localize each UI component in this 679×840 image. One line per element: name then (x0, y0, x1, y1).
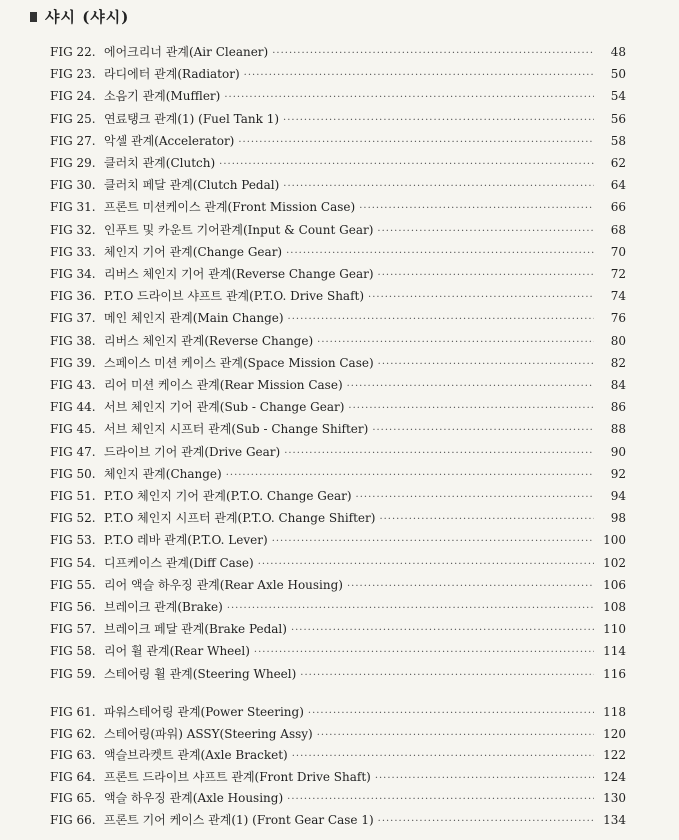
toc-entry-title: 클러치 관계(Clutch) (104, 156, 216, 170)
toc-entry-leader-dots (317, 726, 594, 746)
toc-entry-page-number: 58 (610, 133, 626, 148)
toc-entry[interactable] (50, 486, 626, 506)
toc-entry-leader-dots (224, 88, 594, 108)
toc-entry-title: 프론트 드라이브 샤프트 관계(Front Drive Shaft) (104, 769, 371, 784)
toc-entry-page-number: 86 (610, 400, 626, 415)
toc-entry-page-number: 118 (603, 705, 626, 719)
toc-entry-title: 스테어링(파워) ASSY(Steering Assy) (104, 726, 313, 741)
toc-entry[interactable] (50, 197, 626, 217)
toc-entry[interactable] (50, 242, 626, 262)
toc-entry-leader-dots (227, 599, 594, 619)
section-header (30, 6, 129, 27)
toc-entry[interactable] (50, 286, 626, 306)
toc-entry-title: 연료탱크 관계(1) (Fuel Tank 1) (104, 111, 280, 126)
toc-entry[interactable] (50, 175, 626, 195)
toc-entry-page-number: 90 (610, 444, 626, 459)
toc-entry-title: 브레이크 관계(Brake) (104, 600, 223, 614)
toc-entry[interactable] (50, 745, 626, 765)
toc-entry-page-number: 116 (603, 666, 626, 681)
toc-entry-fig-number: FIG 23. (50, 67, 96, 82)
toc-entry-page-number: 48 (610, 45, 626, 59)
toc-entry-page-number: 54 (610, 89, 626, 104)
toc-entry[interactable] (50, 664, 626, 684)
toc-entry-fig-number: FIG 37. (50, 311, 96, 326)
toc-entry-leader-dots (283, 177, 594, 197)
toc-entry-page-number: 98 (610, 511, 626, 526)
toc-entry[interactable] (50, 724, 626, 744)
toc-entry-leader-dots (219, 155, 594, 175)
toc-entry-fig-number: FIG 53. (50, 533, 96, 548)
toc-entry-title: 서브 체인지 시프터 관계(Sub - Change Shifter) (104, 422, 369, 437)
toc-entry-page-number: 88 (610, 422, 626, 437)
toc-entry-page-number: 82 (610, 355, 626, 370)
toc-entry-title: 브레이크 페달 관계(Brake Pedal) (104, 622, 287, 637)
toc-entry-title: 메인 체인지 관계(Main Change) (104, 311, 284, 326)
toc-entry-leader-dots (347, 377, 594, 397)
toc-entry-fig-number: FIG 31. (50, 200, 96, 215)
toc-entry-fig-number: FIG 66. (50, 813, 96, 827)
toc-entry[interactable] (50, 641, 626, 661)
toc-entry-leader-dots (272, 532, 594, 552)
toc-entry-leader-dots (377, 222, 594, 242)
toc-entry-title: 리어 액슬 하우징 관계(Rear Axle Housing) (104, 577, 343, 592)
toc-entry-page-number: 106 (603, 577, 626, 592)
toc-entry-page-number: 102 (603, 555, 626, 570)
toc-entry-leader-dots (356, 488, 594, 508)
toc-entry-page-number: 56 (610, 111, 626, 126)
toc-entry-leader-dots (283, 111, 594, 131)
toc-entry-leader-dots (347, 577, 594, 597)
toc-entry-page-number: 100 (603, 533, 626, 548)
toc-entry-fig-number: FIG 51. (50, 489, 96, 503)
toc-entry-title: P.T.O 드라이브 샤프트 관계(P.T.O. Drive Shaft) (104, 289, 365, 304)
toc-entry[interactable] (50, 397, 626, 417)
toc-entry-page-number: 70 (610, 244, 626, 259)
toc-entry-page-number: 94 (610, 489, 626, 503)
toc-entry-leader-dots (291, 621, 594, 641)
toc-entry[interactable] (50, 86, 626, 106)
toc-entry-title: P.T.O 레바 관계(P.T.O. Lever) (104, 533, 268, 548)
toc-entry-fig-number: FIG 64. (50, 769, 96, 784)
toc-entry[interactable] (50, 419, 626, 439)
toc-entry[interactable] (50, 153, 626, 173)
toc-entry-page-number: 92 (610, 466, 626, 481)
toc-entry[interactable] (50, 810, 626, 830)
toc-entry-leader-dots (317, 333, 594, 353)
toc-entry-page-number: 50 (610, 67, 626, 82)
toc-entry-title: 스페이스 미션 케이스 관계(Space Mission Case) (104, 355, 374, 370)
toc-entry[interactable] (50, 131, 626, 151)
toc-entry[interactable] (50, 264, 626, 284)
toc-entry[interactable] (50, 375, 626, 395)
toc-entry-fig-number: FIG 44. (50, 400, 96, 415)
toc-entry[interactable] (50, 464, 626, 484)
header-bullet-icon (30, 12, 37, 22)
toc-entry[interactable] (50, 331, 626, 351)
toc-entry[interactable] (50, 530, 626, 550)
toc-entry-leader-dots (254, 643, 594, 663)
toc-entry-page-number: 62 (610, 156, 626, 170)
toc-entry-fig-number: FIG 34. (50, 267, 96, 281)
toc-entry-fig-number: FIG 24. (50, 89, 96, 104)
toc-entry-title: 인푸트 및 카운트 기어관계(Input & Count Gear) (104, 222, 374, 237)
toc-entry-leader-dots (288, 310, 594, 330)
toc-entry-title: 에어크리너 관계(Air Cleaner) (104, 45, 269, 59)
toc-entry[interactable] (50, 42, 626, 62)
toc-entry-leader-dots (284, 444, 594, 464)
toc-entry-fig-number: FIG 47. (50, 444, 96, 459)
toc-entry-leader-dots (292, 747, 594, 767)
toc-entry-page-number: 110 (603, 622, 626, 637)
toc-entry-title: 액슬 하우징 관계(Axle Housing) (104, 791, 284, 806)
toc-entry-fig-number: FIG 62. (50, 726, 96, 741)
toc-entry-fig-number: FIG 32. (50, 222, 96, 237)
toc-entry-leader-dots (308, 704, 594, 724)
toc-entry[interactable] (50, 64, 626, 84)
toc-entry-page-number: 68 (610, 222, 626, 237)
toc-entry-leader-dots (226, 466, 594, 486)
toc-entry-page-number: 114 (603, 644, 626, 659)
toc-entry-fig-number: FIG 61. (50, 705, 96, 719)
toc-entry-title: 라디에터 관계(Radiator) (104, 67, 240, 82)
toc-entry-fig-number: FIG 22. (50, 45, 96, 59)
toc-entry-fig-number: FIG 54. (50, 555, 96, 570)
toc-entry-leader-dots (258, 555, 594, 575)
toc-entry[interactable] (50, 109, 626, 129)
toc-entry-leader-dots (348, 399, 594, 419)
toc-entry-leader-dots (272, 44, 594, 64)
toc-entry[interactable] (50, 553, 626, 573)
toc-entry-leader-dots (378, 355, 594, 375)
toc-entry[interactable] (50, 597, 626, 617)
toc-entry-page-number: 80 (610, 333, 626, 348)
toc-entry-leader-dots (378, 266, 594, 286)
toc-entry-title: 프론트 기어 케이스 관계(1) (Front Gear Case 1) (104, 813, 374, 827)
toc-entry-leader-dots (379, 510, 594, 530)
toc-entry[interactable] (50, 508, 626, 528)
toc-entry-title: 파워스테어링 관계(Power Steering) (104, 705, 304, 719)
toc-entry-page-number: 120 (603, 726, 626, 741)
toc-entry-fig-number: FIG 27. (50, 133, 96, 148)
toc-entry-fig-number: FIG 29. (50, 156, 96, 170)
toc-entry-fig-number: FIG 57. (50, 622, 96, 637)
toc-entry-title: P.T.O 체인지 기어 관계(P.T.O. Change Gear) (104, 489, 352, 503)
toc-entry-page-number: 134 (603, 813, 626, 827)
toc-entry-fig-number: FIG 52. (50, 511, 96, 526)
toc-entry-title: 서브 체인지 기어 관계(Sub - Change Gear) (104, 400, 345, 415)
toc-entry-leader-dots (372, 421, 594, 441)
toc-entry-title: 소음기 관계(Muffler) (104, 89, 221, 104)
toc-entry-fig-number: FIG 25. (50, 111, 96, 126)
toc-entry-fig-number: FIG 30. (50, 178, 96, 193)
toc-entry-fig-number: FIG 63. (50, 748, 96, 763)
toc-entry-leader-dots (287, 790, 594, 810)
toc-entry-title: 악셀 관계(Accelerator) (104, 133, 235, 148)
toc-entry[interactable] (50, 442, 626, 462)
toc-entry-leader-dots (368, 288, 594, 308)
toc-entry[interactable] (50, 308, 626, 328)
toc-entry-leader-dots (300, 666, 594, 686)
toc-entry-title: 액슬브라켓트 관계(Axle Bracket) (104, 748, 288, 763)
toc-entry-title: 클러치 페달 관계(Clutch Pedal) (104, 178, 280, 193)
toc-entry-page-number: 72 (610, 267, 626, 281)
toc-entry-title: 리버스 체인지 기어 관계(Reverse Change Gear) (104, 267, 374, 281)
toc-entry-leader-dots (238, 133, 594, 153)
toc-entry-fig-number: FIG 43. (50, 378, 96, 392)
toc-entry-title: P.T.O 체인지 시프터 관계(P.T.O. Change Shifter) (104, 511, 376, 526)
toc-entry-page-number: 108 (603, 600, 626, 614)
toc-entry-fig-number: FIG 50. (50, 466, 96, 481)
toc-entry-fig-number: FIG 39. (50, 355, 96, 370)
toc-entry-title: 프론트 미션케이스 관계(Front Mission Case) (104, 200, 356, 215)
toc-entry-page-number: 124 (603, 769, 626, 784)
toc-entry-title: 체인지 기어 관계(Change Gear) (104, 244, 283, 259)
toc-entry-title: 디프케이스 관계(Diff Case) (104, 555, 254, 570)
toc-entry-title: 리어 미션 케이스 관계(Rear Mission Case) (104, 378, 343, 392)
toc-entry[interactable] (50, 788, 626, 808)
toc-entry-page-number: 130 (603, 791, 626, 806)
toc-entry-fig-number: FIG 56. (50, 600, 96, 614)
toc-entry-fig-number: FIG 45. (50, 422, 96, 437)
toc-entry-page-number: 74 (610, 289, 626, 304)
toc-entry-leader-dots (286, 244, 594, 264)
toc-entry-leader-dots (359, 199, 594, 219)
toc-entry[interactable] (50, 353, 626, 373)
toc-entry-fig-number: FIG 55. (50, 577, 96, 592)
toc-entry[interactable] (50, 619, 626, 639)
toc-entry-title: 체인지 관계(Change) (104, 466, 222, 481)
toc-entry-fig-number: FIG 36. (50, 289, 96, 304)
toc-entry-title: 리어 휠 관계(Rear Wheel) (104, 644, 250, 659)
page-title: 샤시 (샤시) (45, 8, 130, 26)
toc-entry[interactable] (50, 575, 626, 595)
toc-entry-fig-number: FIG 33. (50, 244, 96, 259)
toc-entry-page-number: 66 (610, 200, 626, 215)
toc-entry-title: 드라이브 기어 관계(Drive Gear) (104, 444, 281, 459)
toc-entry-page-number: 84 (610, 378, 626, 392)
toc-entry-page-number: 122 (603, 748, 626, 763)
toc-entry-fig-number: FIG 38. (50, 333, 96, 348)
toc-entry-page-number: 76 (610, 311, 626, 326)
toc-entry-fig-number: FIG 59. (50, 666, 96, 681)
toc-entry-page-number: 64 (610, 178, 626, 193)
toc-entry[interactable] (50, 702, 626, 722)
toc-entry-leader-dots (375, 769, 594, 789)
toc-entry[interactable] (50, 220, 626, 240)
toc-entry-fig-number: FIG 58. (50, 644, 96, 659)
toc-entry-title: 스테어링 휠 관계(Steering Wheel) (104, 666, 297, 681)
toc-entry-title: 리버스 체인지 관계(Reverse Change) (104, 333, 314, 348)
toc-entry-leader-dots (378, 812, 594, 832)
toc-entry-leader-dots (244, 66, 594, 86)
toc-entry-fig-number: FIG 65. (50, 791, 96, 806)
toc-entry[interactable] (50, 767, 626, 787)
